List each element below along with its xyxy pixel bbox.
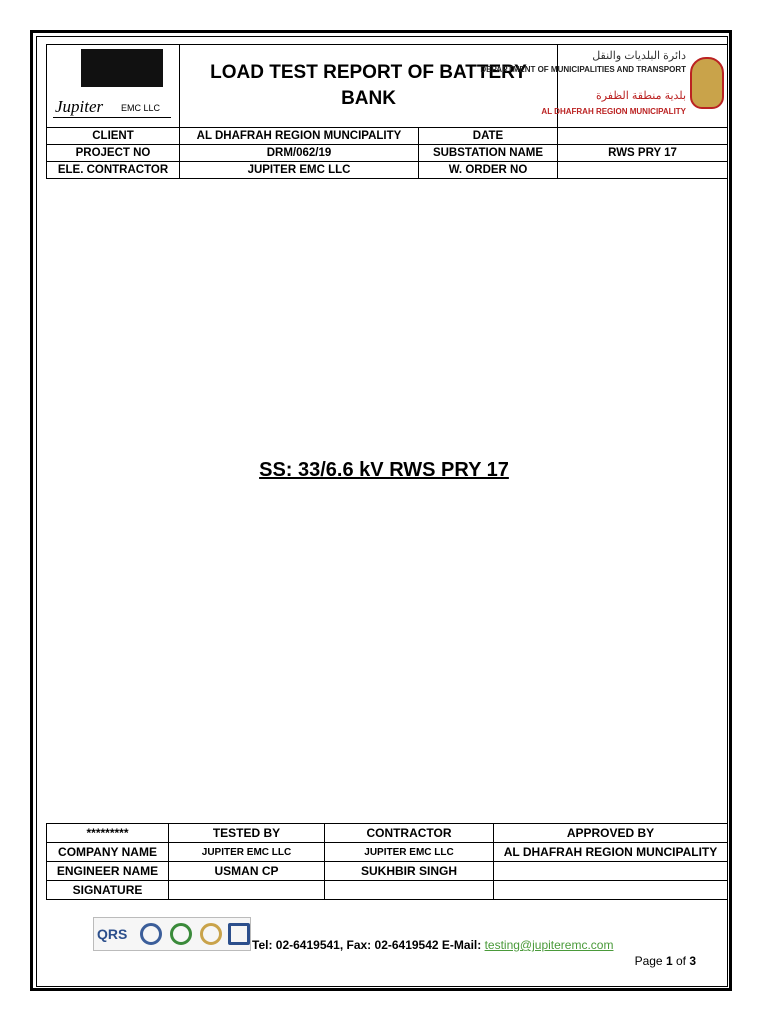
tested-by-engineer: USMAN CP xyxy=(169,862,325,881)
signoff-corner: ********* xyxy=(47,824,169,843)
approved-by-signature xyxy=(494,881,728,900)
head-contractor: CONTRACTOR xyxy=(325,824,494,843)
value-date xyxy=(558,128,728,145)
footer-contact xyxy=(252,938,613,952)
substation-title: SS: 33/6.6 kV RWS PRY 17 xyxy=(259,459,509,481)
label-contractor: ELE. CONTRACTOR xyxy=(47,162,180,179)
ohsas-cert-icon xyxy=(200,923,222,945)
signoff-row-engineer xyxy=(47,862,728,881)
qrs-logo-text: QRS xyxy=(97,926,128,942)
tested-by-signature xyxy=(169,881,325,900)
jupiter-logo-sub: EMC LLC xyxy=(121,103,161,113)
jupiter-logo xyxy=(47,45,180,128)
label-company-name: COMPANY NAME xyxy=(47,843,169,862)
accreditation-icon xyxy=(228,923,250,945)
email-link[interactable]: testing@jupiteremc.com xyxy=(484,938,614,952)
value-work-order xyxy=(558,162,728,179)
value-project-no: DRM/062/19 xyxy=(180,145,419,162)
report-title: LOAD TEST REPORT OF BATTERY BANK xyxy=(180,45,558,128)
jupiter-logo-text: Jupiter xyxy=(55,97,104,116)
value-substation: RWS PRY 17 xyxy=(558,145,728,162)
label-substation: SUBSTATION NAME xyxy=(419,145,558,162)
header-table xyxy=(46,44,728,179)
approved-by-engineer xyxy=(494,862,728,881)
iso-cert-icon xyxy=(140,923,162,945)
label-client: CLIENT xyxy=(47,128,180,145)
signoff-header-row xyxy=(47,824,728,843)
label-work-order: W. ORDER NO xyxy=(419,162,558,179)
info-row-project xyxy=(47,145,728,162)
env-cert-icon xyxy=(170,923,192,945)
info-row-contractor xyxy=(47,162,728,179)
contractor-engineer: SUKHBIR SINGH xyxy=(325,862,494,881)
municipality-logo xyxy=(480,45,728,128)
value-client: AL DHAFRAH REGION MUNCIPALITY xyxy=(180,128,419,145)
label-project-no: PROJECT NO xyxy=(47,145,180,162)
label-engineer-name: ENGINEER NAME xyxy=(47,862,169,881)
approved-by-company: AL DHAFRAH REGION MUNCIPALITY xyxy=(494,843,728,862)
head-tested-by: TESTED BY xyxy=(169,824,325,843)
signoff-row-signature xyxy=(47,881,728,900)
page-number: Page 1 of 3 xyxy=(634,954,696,968)
region-arabic: بلدية منطقة الظفرة xyxy=(595,90,687,102)
label-date: DATE xyxy=(419,128,558,145)
falcon-emblem-icon xyxy=(690,57,724,109)
tested-by-company: JUPITER EMC LLC xyxy=(169,843,325,862)
region-english: AL DHAFRAH REGION MUNICIPALITY xyxy=(541,107,687,116)
head-approved-by: APPROVED BY xyxy=(494,824,728,843)
signoff-table xyxy=(46,823,728,900)
signoff-row-company xyxy=(47,843,728,862)
label-signature: SIGNATURE xyxy=(47,881,169,900)
certification-logos xyxy=(93,917,251,951)
info-row-client xyxy=(47,128,728,145)
contact-text: Tel: 02-6419541, Fax: 02-6419542 E-Mail: xyxy=(252,938,485,952)
dept-arabic: دائرة البلديات والنقل xyxy=(592,50,687,62)
saturn-image-icon xyxy=(81,49,163,87)
contractor-company: JUPITER EMC LLC xyxy=(325,843,494,862)
contractor-signature xyxy=(325,881,494,900)
dept-english: DEPARTMENT OF MUNICIPALITIES AND TRANSPORT xyxy=(480,65,687,74)
value-contractor: JUPITER EMC LLC xyxy=(180,162,419,179)
